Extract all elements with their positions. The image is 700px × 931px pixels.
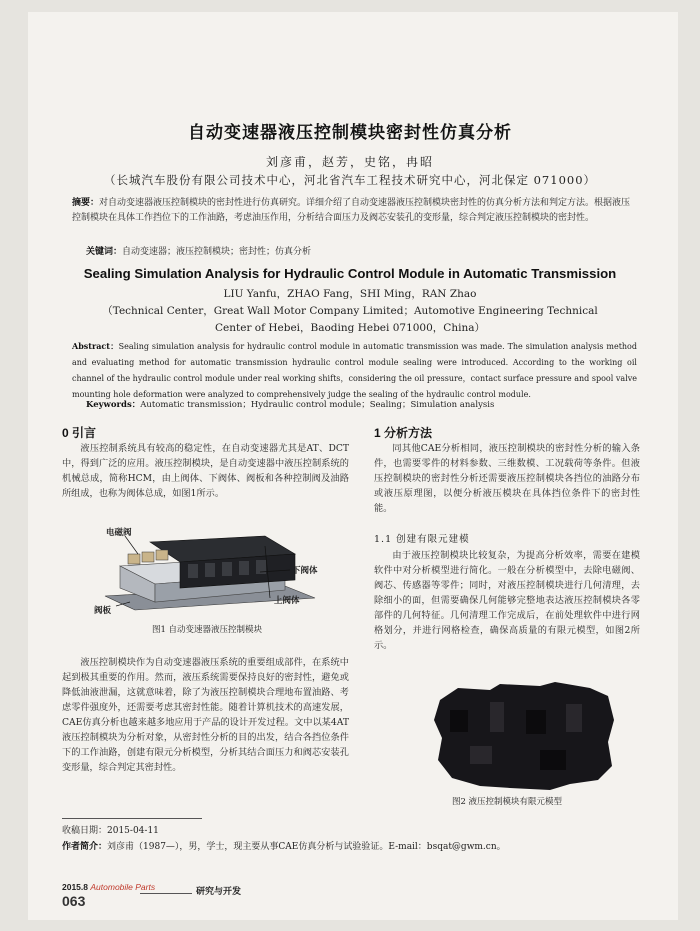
keywords-cn-label: 关键词： xyxy=(86,247,123,257)
affiliation-cn: （长城汽车股份有限公司技术中心，河北省汽车工程技术研究中心，河北保定 071000） xyxy=(103,173,597,187)
intro-paragraph-2: 液压控制模块作为自动变速器液压系统的重要组成部件，在系统中起到极其重要的作用。然而，液压系统需要保持良好的密封性，避免或降低油液泄漏，这就意味着，除了为液压控制模块合理地布置油路、考虑零件强度外，还需要考虑其密封性能。随着计算机技术的高速发展，CAE仿真分析也越来越多地应用于产品的设计开发过程。文中以某4AT液压控制模块为分析对象，从密封性分析的目的出发，结合各挡位条件下的工作油路，创建有限元分析模型，分析其结合面压力和阀芯安装孔变形量，综合判定其密封性。 xyxy=(62,657,349,773)
section-heading-method: 1 分析方法 xyxy=(374,426,433,440)
keywords-en xyxy=(86,398,636,410)
footnote-divider xyxy=(62,818,202,819)
keywords-en-label: Keywords： xyxy=(86,400,141,410)
method-paragraph-1: 同其他CAE分析相同，液压控制模块的密封性分析的输入条件，也需要零件的材料参数、三维数模、工况载荷等条件。但液压控制模块的密封性分析还需要液压控制模块各挡位的油路分布或液压原理图，以便分析液压模块在具体挡位条件下的密封性能。 xyxy=(374,443,640,514)
page-number: 063 xyxy=(62,893,86,909)
page-title-en: Sealing Simulation Analysis for Hydraulic Control Module in Automatic Transmission xyxy=(83,266,617,281)
page-title-cn: 自动变速器液压控制模块密封性仿真分析 xyxy=(188,123,512,143)
keywords-en-text: Automatic transmission；Hydraulic control module；Sealing；Simulation analysis xyxy=(140,400,495,410)
figure-1-caption: 图1 自动变速器液压控制模块 xyxy=(151,625,263,635)
subsection-heading-fe-model: 1.1 创建有限元建模 xyxy=(374,534,470,545)
authors-cn: 刘彦甫，赵芳，史铭，冉昭 xyxy=(265,155,434,169)
received-date: 收稿日期：2015-04-11 xyxy=(62,826,159,836)
footer-brand: Automobile Parts xyxy=(90,882,156,892)
figure-2-fe-model xyxy=(430,680,620,792)
authors-en: LIU Yanfu，ZHAO Fang，SHI Ming，RAN Zhao xyxy=(223,288,477,300)
keywords-cn-text: 自动变速器；液压控制模块；密封性；仿真分析 xyxy=(122,247,312,257)
fe-model-illustration xyxy=(430,680,620,792)
label-valve-plate: 阀板 xyxy=(94,606,112,616)
footer-issue-number: 2015.8 xyxy=(62,882,88,892)
abstract-en xyxy=(72,338,637,403)
keywords-cn xyxy=(86,245,636,260)
abstract-cn-text: 对自动变速器液压控制模块的密封性进行仿真研究。详细介绍了自动变速器液压控制模块密封性的仿真分析方法和判定方法。根据液压控制模块在具体工作挡位下的工作油路，考虑油压作用，分析结合面压力及阀芯安装孔的变形量，综合判定液压控制模块的密封性。 xyxy=(72,198,631,223)
footer-divider xyxy=(140,893,192,894)
author-info-label: 作者简介： xyxy=(62,842,108,852)
author-info-text: 刘彦甫（1987—），男，学士，现主要从事CAE仿真分析与试验验证。E-mail：bsqat@gwm.cn。 xyxy=(107,842,506,852)
figure-1-hcm-photo xyxy=(80,524,330,624)
label-lower-body: 下阀体 xyxy=(292,566,318,576)
affiliation-en-line2: Center of Hebei，Baoding Hebei 071000，China） xyxy=(215,322,485,334)
intro-paragraph-1: 液压控制系统具有较高的稳定性，在自动变速器尤其是AT、DCT中，得到广泛的应用。液压控制模块，是自动变速器中液压控制系统的机械总成，简称HCM，由上阀体、下阀体、阀板和各种控制阀及油路所组成，也称为阀体总成，如图1所示。 xyxy=(62,443,349,499)
label-solenoid: 电磁阀 xyxy=(106,528,132,538)
section-heading-intro: 0 引言 xyxy=(62,426,97,440)
footer-issue xyxy=(62,882,155,892)
abstract-cn xyxy=(72,196,637,226)
abstract-en-label: Abstract： xyxy=(72,341,119,351)
label-upper-body: 上阀体 xyxy=(274,596,300,606)
abstract-cn-label: 摘要： xyxy=(72,198,100,208)
author-info xyxy=(62,839,642,852)
footer-section: 研究与开发 xyxy=(196,887,242,897)
figure-2-caption: 图2 液压控制模块有限元模型 xyxy=(451,797,563,807)
fe-model-paragraph: 由于液压控制模块比较复杂，为提高分析效率，需要在建模软件中对分析模型进行简化。一般在分析模型中，去除电磁阀、阀芯、传感器等零件；同时，对液压控制模块进行几何清理，去除细小的面，但需要确保几何能够完整地表达液压控制模块各零部件的几何特征。几何清理工作完成后，在前处理软件中进行网格划分，并进行网格检查，确保高质量的有限元模型，如图2所示。 xyxy=(374,550,640,651)
affiliation-en-line1: （Technical Center，Great Wall Motor Company Limited；Automotive Engineering Technical xyxy=(102,305,598,317)
abstract-en-text: Sealing simulation analysis for hydraulic control module in automatic transmission was made. The simulation analysis method and evaluating method for automatic transmission hydraulic control module sealing were introduced. According to the working oil channel of the hydraulic control module under real working shifts，considering the oil pressure，contact surface pressure and spool valve mounting hole deformation were analyzed to comprehensively judge the sealing of the hydraulic control module. xyxy=(72,342,637,399)
